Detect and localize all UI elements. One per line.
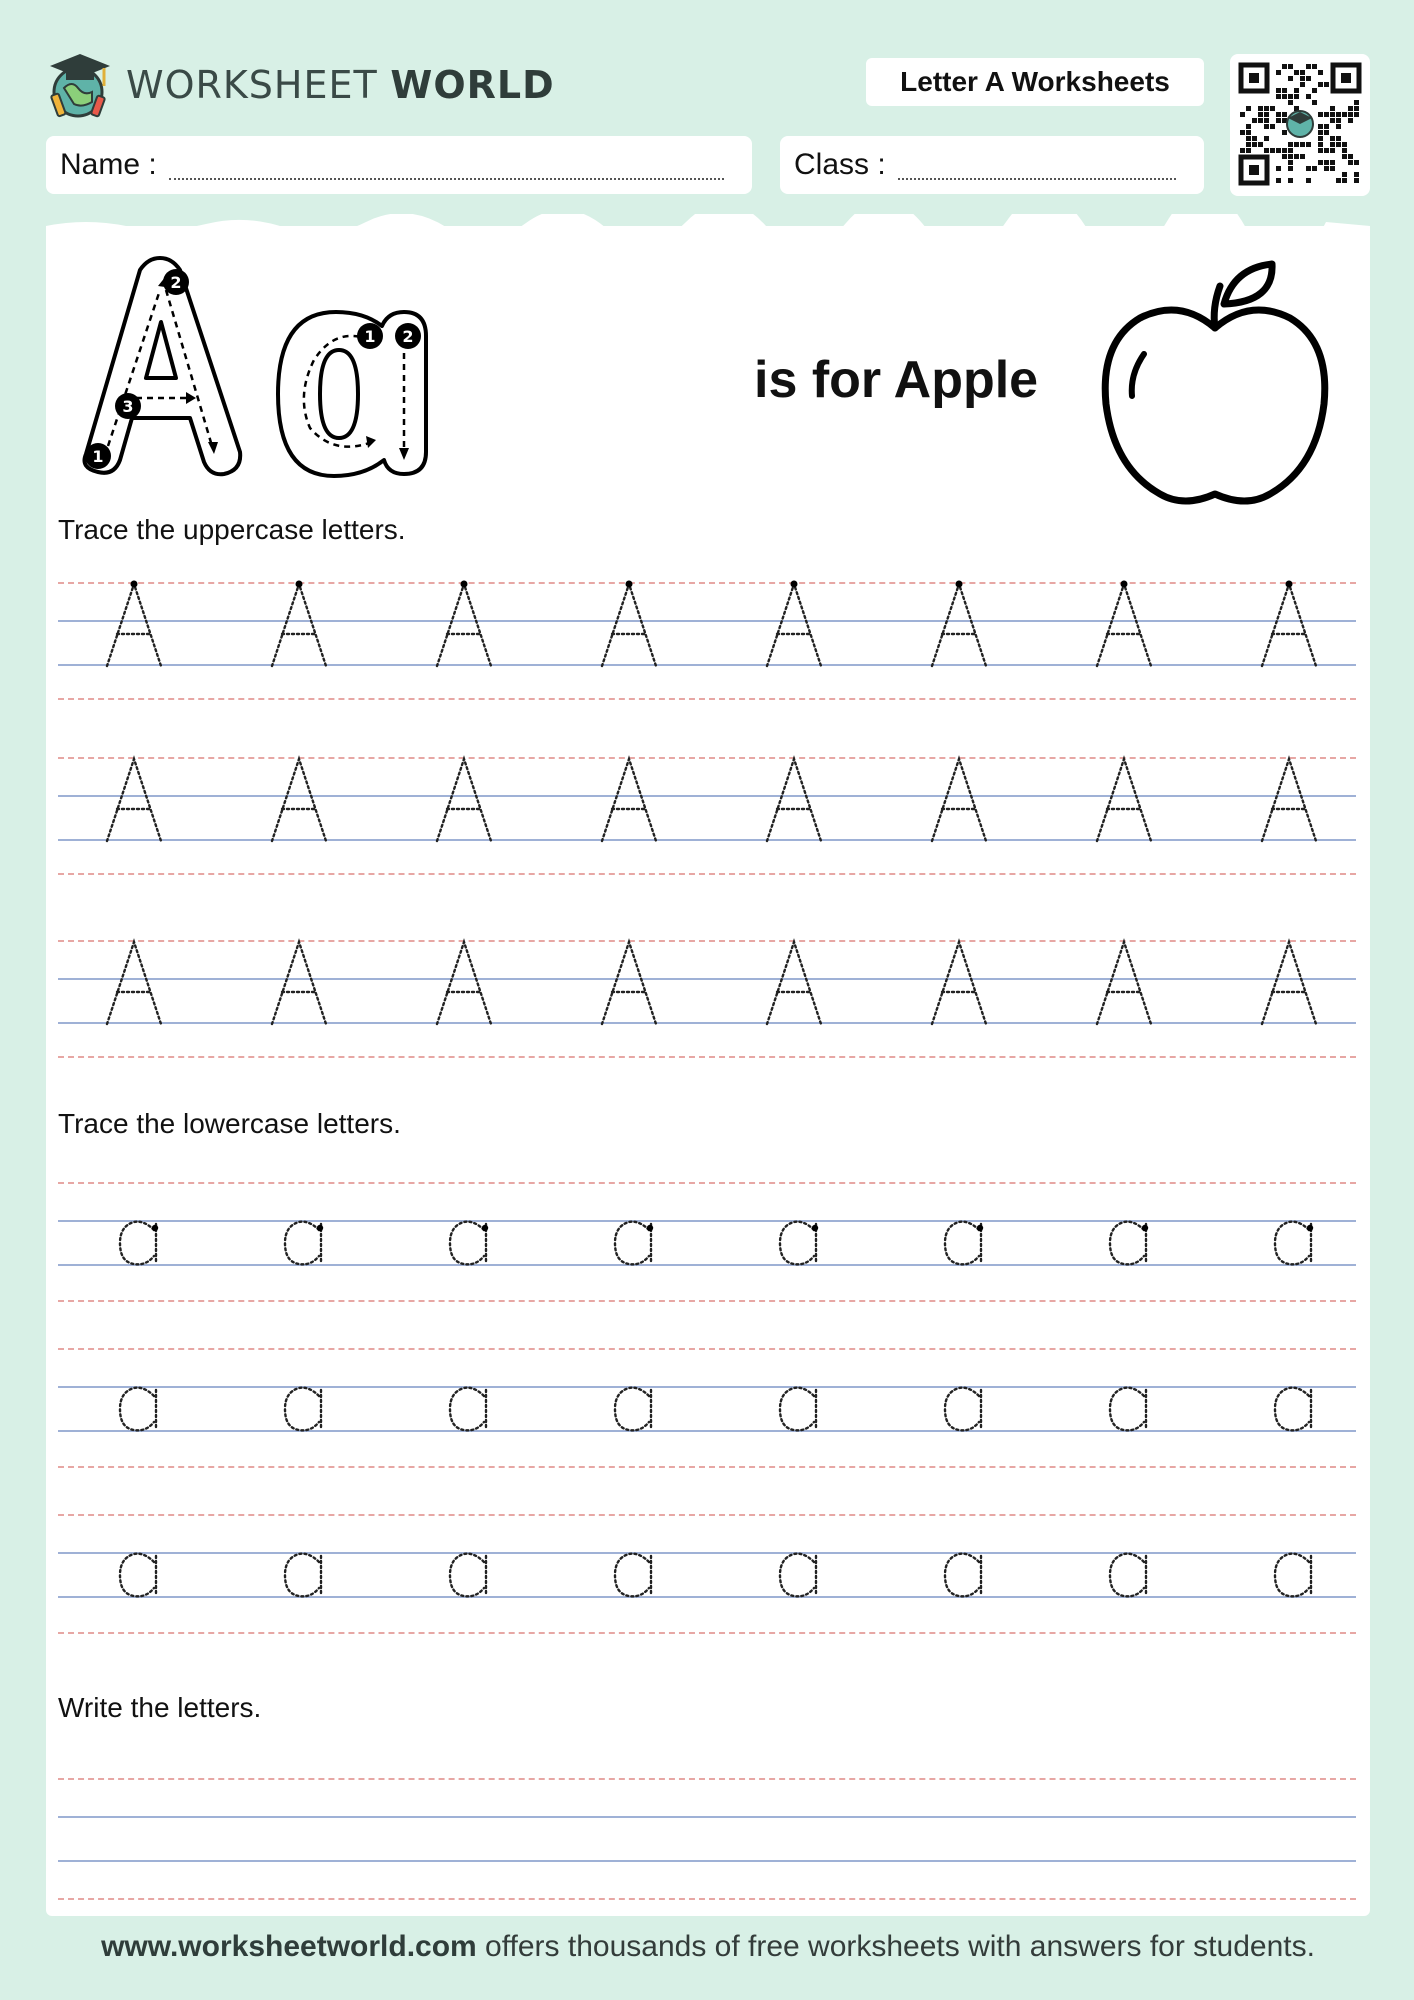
solid-guide-line bbox=[58, 1220, 1356, 1222]
trace-letter-uppercase[interactable] bbox=[99, 580, 169, 670]
dashed-guide-line bbox=[58, 1514, 1356, 1516]
dashed-guide-line bbox=[58, 1898, 1356, 1900]
class-field[interactable] bbox=[780, 136, 1204, 194]
solid-guide-line bbox=[58, 978, 1356, 980]
trace-letter-uppercase[interactable] bbox=[99, 938, 169, 1028]
stroke-number: 1 bbox=[92, 447, 104, 466]
trace-letter-uppercase[interactable] bbox=[759, 580, 829, 670]
footer-site-link[interactable]: www.worksheetworld.com bbox=[101, 1930, 477, 1963]
solid-guide-line bbox=[58, 1022, 1356, 1024]
solid-guide-line bbox=[58, 839, 1356, 841]
graduation-globe-icon bbox=[46, 48, 114, 120]
stroke-number: 3 bbox=[122, 397, 134, 416]
trace-letter-lowercase[interactable] bbox=[1104, 1218, 1160, 1268]
stroke-number: 2 bbox=[402, 327, 414, 346]
trace-letter-lowercase[interactable] bbox=[939, 1550, 995, 1600]
trace-letter-uppercase[interactable] bbox=[264, 580, 334, 670]
solid-guide-line bbox=[58, 1816, 1356, 1818]
trace-letter-uppercase[interactable] bbox=[264, 755, 334, 845]
trace-letter-uppercase[interactable] bbox=[429, 938, 499, 1028]
class-line[interactable] bbox=[898, 150, 1176, 180]
trace-letter-uppercase[interactable] bbox=[759, 938, 829, 1028]
dashed-guide-line bbox=[58, 1632, 1356, 1634]
trace-letter-uppercase[interactable] bbox=[924, 755, 994, 845]
dashed-guide-line bbox=[58, 1300, 1356, 1302]
trace-letter-lowercase[interactable] bbox=[279, 1218, 335, 1268]
brand-bold-text: WORLD bbox=[390, 63, 555, 107]
trace-letter-uppercase[interactable] bbox=[759, 755, 829, 845]
trace-letter-uppercase[interactable] bbox=[1254, 938, 1324, 1028]
dashed-guide-line bbox=[58, 1466, 1356, 1468]
solid-guide-line bbox=[58, 795, 1356, 797]
solid-guide-line bbox=[58, 1430, 1356, 1432]
trace-letter-uppercase[interactable] bbox=[429, 755, 499, 845]
name-field[interactable] bbox=[46, 136, 752, 194]
footer-tagline: offers thousands of free worksheets with answers for students. bbox=[476, 1930, 1315, 1963]
dashed-guide-line bbox=[58, 1182, 1356, 1184]
brand-light-text: WORKSHEET bbox=[126, 63, 378, 107]
dashed-guide-line bbox=[58, 873, 1356, 875]
qr-code-icon bbox=[1238, 62, 1362, 186]
trace-letter-lowercase[interactable] bbox=[444, 1550, 500, 1600]
lowercase-instruction: Trace the lowercase letters. bbox=[58, 1108, 401, 1139]
brand-name bbox=[126, 60, 555, 108]
trace-letter-uppercase[interactable] bbox=[594, 938, 664, 1028]
trace-letter-uppercase[interactable] bbox=[1254, 580, 1324, 670]
stroke-number: 2 bbox=[170, 273, 182, 292]
dashed-guide-line bbox=[58, 757, 1356, 759]
trace-letter-uppercase[interactable] bbox=[1089, 938, 1159, 1028]
trace-letter-uppercase[interactable] bbox=[1254, 755, 1324, 845]
uppercase-instruction: Trace the uppercase letters. bbox=[58, 514, 406, 545]
trace-letter-lowercase[interactable] bbox=[1269, 1384, 1325, 1434]
name-line[interactable] bbox=[169, 150, 724, 180]
solid-guide-line bbox=[58, 1552, 1356, 1554]
trace-letter-uppercase[interactable] bbox=[924, 938, 994, 1028]
trace-letter-uppercase[interactable] bbox=[264, 938, 334, 1028]
traced-letter-aa-icon bbox=[74, 256, 464, 486]
trace-letter-lowercase[interactable] bbox=[279, 1384, 335, 1434]
trace-letter-lowercase[interactable] bbox=[774, 1550, 830, 1600]
apple-icon bbox=[1100, 258, 1330, 508]
trace-letter-lowercase[interactable] bbox=[939, 1384, 995, 1434]
trace-letter-lowercase[interactable] bbox=[1269, 1550, 1325, 1600]
trace-letter-lowercase[interactable] bbox=[444, 1218, 500, 1268]
is-for-apple-text: is for Apple bbox=[754, 351, 1039, 409]
class-label: Class : bbox=[794, 148, 886, 181]
trace-letter-uppercase[interactable] bbox=[594, 755, 664, 845]
trace-letter-lowercase[interactable] bbox=[114, 1218, 170, 1268]
name-label: Name : bbox=[60, 148, 157, 181]
dashed-guide-line bbox=[58, 1348, 1356, 1350]
write-instruction: Write the letters. bbox=[58, 1692, 262, 1723]
trace-letter-lowercase[interactable] bbox=[1269, 1218, 1325, 1268]
trace-letter-lowercase[interactable] bbox=[774, 1218, 830, 1268]
trace-letter-uppercase[interactable] bbox=[594, 580, 664, 670]
trace-letter-lowercase[interactable] bbox=[609, 1550, 665, 1600]
solid-guide-line bbox=[58, 1596, 1356, 1598]
trace-letter-lowercase[interactable] bbox=[939, 1218, 995, 1268]
dashed-guide-line bbox=[58, 940, 1356, 942]
trace-letter-lowercase[interactable] bbox=[1104, 1550, 1160, 1600]
qr-code bbox=[1230, 54, 1370, 196]
solid-guide-line bbox=[58, 664, 1356, 666]
trace-letter-uppercase[interactable] bbox=[99, 755, 169, 845]
dashed-guide-line bbox=[58, 1778, 1356, 1780]
trace-letter-uppercase[interactable] bbox=[1089, 755, 1159, 845]
trace-letter-uppercase[interactable] bbox=[429, 580, 499, 670]
stroke-number: 1 bbox=[364, 327, 376, 346]
solid-guide-line bbox=[58, 1264, 1356, 1266]
trace-letter-lowercase[interactable] bbox=[444, 1384, 500, 1434]
trace-letter-lowercase[interactable] bbox=[1104, 1384, 1160, 1434]
trace-letter-lowercase[interactable] bbox=[279, 1550, 335, 1600]
footer bbox=[46, 1930, 1370, 1970]
dashed-guide-line bbox=[58, 582, 1356, 584]
solid-guide-line bbox=[58, 1860, 1356, 1862]
trace-letter-uppercase[interactable] bbox=[924, 580, 994, 670]
trace-letter-lowercase[interactable] bbox=[114, 1550, 170, 1600]
dashed-guide-line bbox=[58, 1056, 1356, 1058]
trace-letter-lowercase[interactable] bbox=[774, 1384, 830, 1434]
worksheet-topic: Letter A Worksheets bbox=[866, 58, 1204, 106]
solid-guide-line bbox=[58, 620, 1356, 622]
brand-logo bbox=[46, 44, 555, 124]
trace-letter-lowercase[interactable] bbox=[609, 1218, 665, 1268]
trace-letter-lowercase[interactable] bbox=[609, 1384, 665, 1434]
solid-guide-line bbox=[58, 1386, 1356, 1388]
trace-letter-uppercase[interactable] bbox=[1089, 580, 1159, 670]
trace-letter-lowercase[interactable] bbox=[114, 1384, 170, 1434]
dashed-guide-line bbox=[58, 698, 1356, 700]
